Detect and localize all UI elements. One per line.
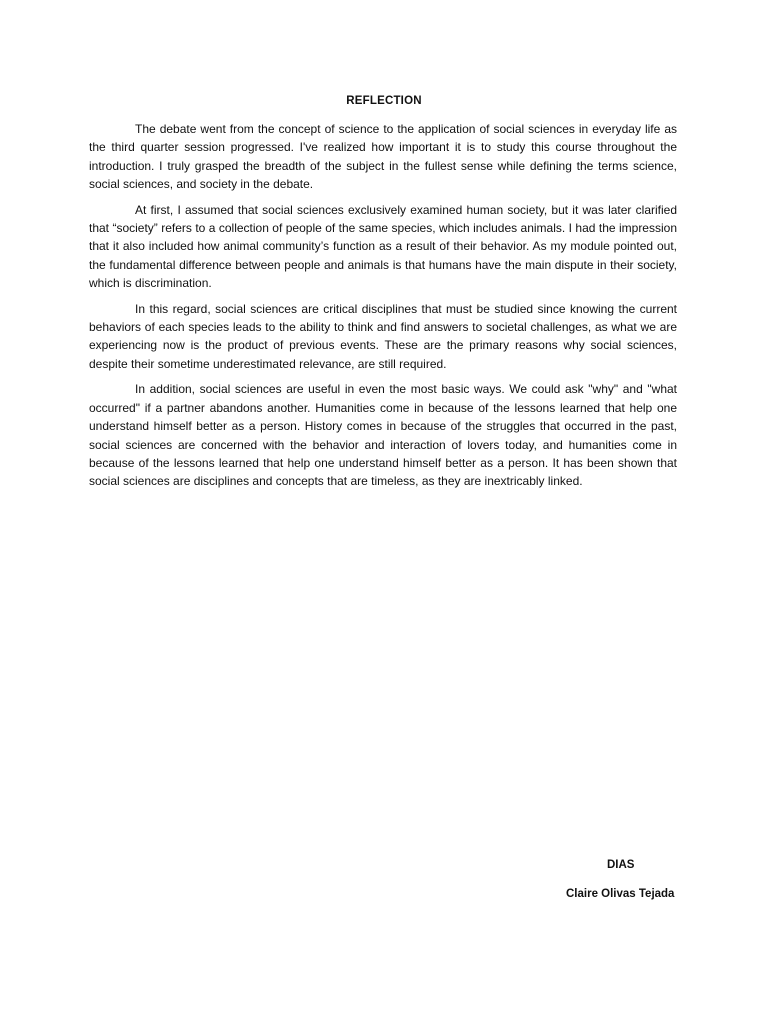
paragraph-2: At first, I assumed that social sciences exclusively examined human society, but it was later clarified that “society” refers to a collection of people of the same species, which includes animals. I had the impression that it also included how animal community’s function as a result of their behavior. As my module pointed out, the fundamental difference between people and animals is that humans have the main dispute in their society, which is discrimination. [89, 202, 677, 291]
document-title: REFLECTION [346, 95, 422, 107]
paragraph-3: In this regard, social sciences are critical disciplines that must be studied since knowing the current behaviors of each species leads to the ability to think and find answers to societal challenges, as what we are experiencing now is the product of previous events. These are the primary reasons why social sciences, despite their sometime underestimated relevance, are still required. [89, 301, 677, 371]
paragraph-4: In addition, social sciences are useful in even the most basic ways. We could ask "why" and "what occurred" if a partner abandons another. Humanities come in because of the lessons learned that help one understand himself better as a person. History comes in because of the struggles that occurred in the past, social sciences are concerned with the behavior and interaction of lovers today, and humanities come in because of the lessons learned that help one understand himself better as a person. It has been shown that social sciences are disciplines and concepts that are timeless, as they are inextricably linked. [89, 382, 677, 489]
signature-author-name: Claire Olivas Tejada [566, 888, 675, 900]
signature-section-name: DIAS [607, 859, 635, 871]
paragraph-1: The debate went from the concept of science to the application of social sciences in everyday life as the third quarter session progressed. I've realized how important it is to study this course throughout the introduction. I truly grasped the breadth of the subject in the fullest sense while defining the terms science, social sciences, and society in the debate. [89, 122, 677, 192]
document-body [89, 120, 677, 498]
